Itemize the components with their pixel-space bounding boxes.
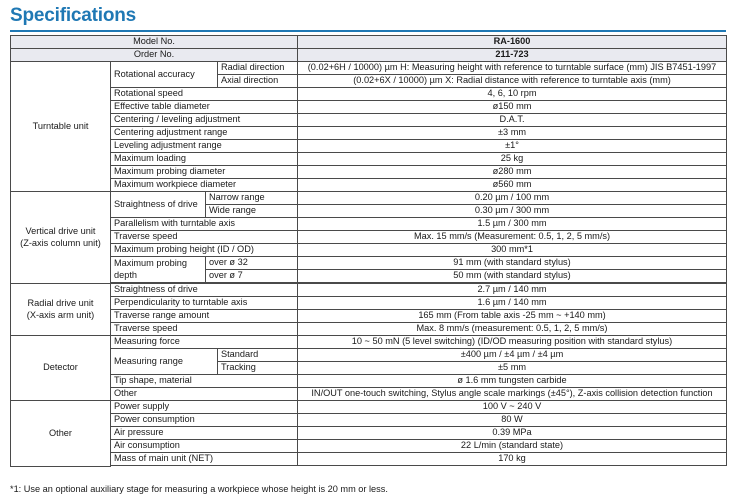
row-value: ±400 µm / ±4 µm / ±4 µm bbox=[298, 349, 727, 362]
model-value: RA-1600 bbox=[298, 36, 727, 49]
sub-label: Tracking bbox=[218, 362, 298, 375]
row-label: Mass of main unit (NET) bbox=[111, 453, 298, 466]
row-value: Max. 8 mm/s (measurement: 0.5, 1, 2, 5 mm/s) bbox=[298, 323, 727, 336]
table-row bbox=[11, 427, 727, 440]
row-label: Other bbox=[111, 388, 298, 401]
row-value: ±5 mm bbox=[298, 362, 727, 375]
footnote: *1: Use an optional auxiliary stage for measuring a workpiece whose height is 20 mm or less. bbox=[10, 484, 388, 494]
row-value: 0.30 µm / 300 mm bbox=[298, 205, 727, 218]
table-row bbox=[11, 140, 727, 153]
table-row bbox=[11, 401, 727, 414]
row-value: D.A.T. bbox=[298, 114, 727, 127]
row-value: 1.6 µm / 140 mm bbox=[298, 297, 727, 310]
row-value: ±1° bbox=[298, 140, 727, 153]
row-label: Traverse range amount bbox=[111, 310, 298, 323]
table-row bbox=[11, 36, 727, 49]
row-label: Straightness of drive bbox=[111, 192, 206, 218]
row-value: IN/OUT one-touch switching, Stylus angle scale markings (±45°), Z-axis collision detection function bbox=[298, 388, 727, 401]
table-row bbox=[11, 336, 727, 349]
row-label: Centering adjustment range bbox=[111, 127, 298, 140]
row-label: Parallelism with turntable axis bbox=[111, 218, 298, 231]
table-row bbox=[11, 284, 727, 297]
category-radial: Radial drive unit (X-axis arm unit) bbox=[11, 284, 111, 336]
row-value: ø 1.6 mm tungsten carbide bbox=[298, 375, 727, 388]
row-label: Maximum probing diameter bbox=[111, 166, 298, 179]
row-label: Tip shape, material bbox=[111, 375, 298, 388]
sub-label: over ø 7 bbox=[206, 270, 298, 283]
row-value: 0.20 µm / 100 mm bbox=[298, 192, 727, 205]
table-row bbox=[11, 88, 727, 101]
row-label: Power consumption bbox=[111, 414, 298, 427]
row-label: Perpendicularity to turntable axis bbox=[111, 297, 298, 310]
model-label: Model No. bbox=[11, 36, 298, 49]
row-label: Rotational speed bbox=[111, 88, 298, 101]
row-value: 100 V ~ 240 V bbox=[298, 401, 727, 414]
sub-label: Narrow range bbox=[206, 192, 298, 205]
order-label: Order No. bbox=[11, 49, 298, 62]
table-row bbox=[11, 466, 727, 467]
table-row bbox=[11, 166, 727, 179]
order-value: 211-723 bbox=[298, 49, 727, 62]
row-value: ø280 mm bbox=[298, 166, 727, 179]
page-title: Specifications bbox=[10, 5, 137, 26]
row-value: 10 ~ 50 mN (5 level switching) (ID/OD measuring position with standard stylus) bbox=[298, 336, 727, 349]
row-label: Maximum probing depth bbox=[111, 257, 206, 283]
row-value: 1.5 µm / 300 mm bbox=[298, 218, 727, 231]
row-value: 0.39 MPa bbox=[298, 427, 727, 440]
row-label: Measuring range bbox=[111, 349, 218, 375]
table-row bbox=[11, 323, 727, 336]
row-value: 4, 6, 10 rpm bbox=[298, 88, 727, 101]
table-row bbox=[11, 62, 727, 75]
sub-label: Radial direction bbox=[218, 62, 298, 75]
spec-table bbox=[10, 35, 727, 467]
table-row bbox=[11, 297, 727, 310]
sub-label: over ø 32 bbox=[206, 257, 298, 270]
table-row bbox=[11, 257, 727, 270]
sub-label: Axial direction bbox=[218, 75, 298, 88]
row-label: Effective table diameter bbox=[111, 101, 298, 114]
row-label: Maximum probing height (ID / OD) bbox=[111, 244, 298, 257]
row-value: 25 kg bbox=[298, 153, 727, 166]
row-value: 300 mm*1 bbox=[298, 244, 727, 257]
table-row bbox=[11, 101, 727, 114]
row-label: Power supply bbox=[111, 401, 298, 414]
row-value: 22 L/min (standard state) bbox=[298, 440, 727, 453]
table-row bbox=[11, 244, 727, 257]
table-row bbox=[11, 231, 727, 244]
category-turntable: Turntable unit bbox=[11, 62, 111, 192]
table-row bbox=[11, 310, 727, 323]
table-row bbox=[11, 388, 727, 401]
row-label: Air consumption bbox=[111, 440, 298, 453]
table-row bbox=[11, 153, 727, 166]
row-label: Maximum loading bbox=[111, 153, 298, 166]
table-row bbox=[11, 349, 727, 362]
sub-label: Wide range bbox=[206, 205, 298, 218]
table-row bbox=[11, 440, 727, 453]
table-row bbox=[11, 414, 727, 427]
table-row bbox=[11, 453, 727, 466]
row-value: 91 mm (with standard stylus) bbox=[298, 257, 727, 270]
spacer bbox=[111, 466, 727, 467]
row-value: 50 mm (with standard stylus) bbox=[298, 270, 727, 283]
title-underline bbox=[10, 30, 726, 32]
category-detector: Detector bbox=[11, 336, 111, 401]
row-value: (0.02+6H / 10000) µm H: Measuring height with reference to turntable surface (mm) JIS B7451-1997 bbox=[298, 62, 727, 75]
table-row bbox=[11, 192, 727, 205]
category-vertical: Vertical drive unit (Z-axis column unit) bbox=[11, 192, 111, 284]
row-label: Leveling adjustment range bbox=[111, 140, 298, 153]
row-value: (0.02+6X / 10000) µm X: Radial distance with reference to turntable axis (mm) bbox=[298, 75, 727, 88]
table-row bbox=[11, 127, 727, 140]
table-row bbox=[11, 49, 727, 62]
row-value: 80 W bbox=[298, 414, 727, 427]
row-value: ±3 mm bbox=[298, 127, 727, 140]
row-value: 2.7 µm / 140 mm bbox=[298, 284, 727, 297]
table-row bbox=[11, 375, 727, 388]
row-label: Measuring force bbox=[111, 336, 298, 349]
row-value: Max. 15 mm/s (Measurement: 0.5, 1, 2, 5 mm/s) bbox=[298, 231, 727, 244]
category-other: Other bbox=[11, 401, 111, 467]
row-label: Traverse speed bbox=[111, 323, 298, 336]
row-label: Traverse speed bbox=[111, 231, 298, 244]
row-label: Rotational accuracy bbox=[111, 62, 218, 88]
row-value: 165 mm (From table axis -25 mm ~ +140 mm) bbox=[298, 310, 727, 323]
sub-label: Standard bbox=[218, 349, 298, 362]
row-label: Maximum workpiece diameter bbox=[111, 179, 298, 192]
row-value: ø150 mm bbox=[298, 101, 727, 114]
row-label: Air pressure bbox=[111, 427, 298, 440]
row-value: ø560 mm bbox=[298, 179, 727, 192]
table-row bbox=[11, 114, 727, 127]
table-row bbox=[11, 179, 727, 192]
row-label: Centering / leveling adjustment bbox=[111, 114, 298, 127]
row-label: Straightness of drive bbox=[111, 284, 298, 297]
row-value: 170 kg bbox=[298, 453, 727, 466]
table-row bbox=[11, 218, 727, 231]
